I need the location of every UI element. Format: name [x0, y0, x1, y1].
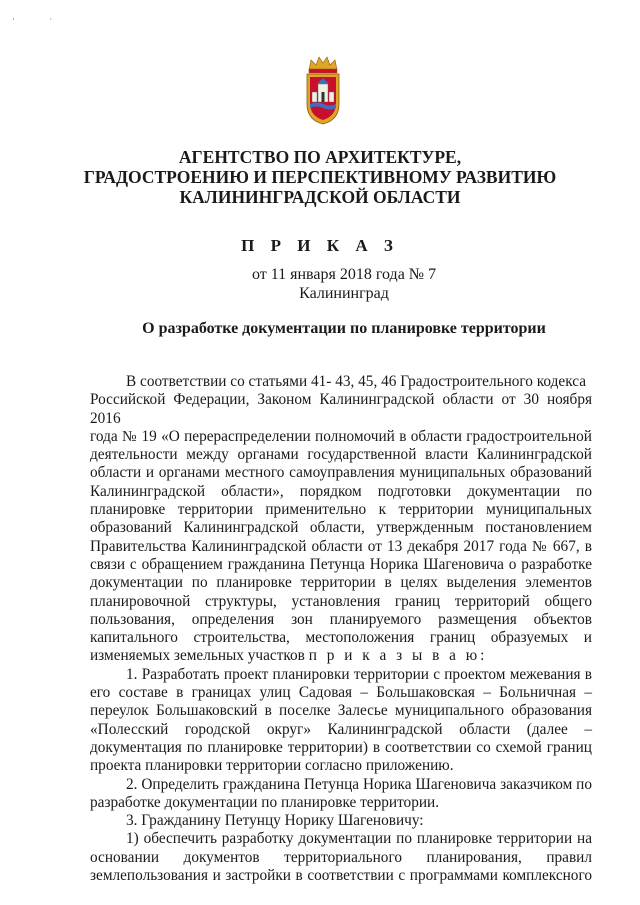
order-subject: О разработке документации по планировке территории: [142, 320, 546, 337]
body-line: Российской Федерации, Законом Калининградской области от 30 ноября 2016: [90, 391, 592, 427]
agency-name-line-3: КАЛИНИНГРАДСКОЙ ОБЛАСТИ: [179, 187, 461, 207]
body-line: образований Калининградской области, утвержденным постановлением: [90, 519, 592, 537]
body-line: В соответствии со статьями 41- 43, 45, 46 Градостроительного кодекса: [126, 373, 587, 390]
order-date-number: от 11 января 2018 года № 7: [251, 266, 437, 283]
coat-of-arms-icon: [303, 54, 343, 126]
body-line: Правительства Калининградской области от 13 декабря 2017 года № 667, в: [90, 537, 592, 555]
body-line: проекта планировки территории согласно приложению.: [90, 757, 454, 775]
body-line: капитального строительства, местоположения границ образуемых и: [90, 629, 592, 647]
agency-name-line-2: ГРАДОСТРОЕНИЮ И ПЕРСПЕКТИВНОМУ РАЗВИТИЮ: [83, 167, 557, 187]
body-line-text: изменяемых земельных участков: [90, 647, 305, 665]
body-line: связи с обращением гражданина Петунца Норика Шагеновича о разработке: [90, 555, 592, 573]
scan-specks: · ·: [12, 14, 69, 24]
body-line: 2. Определить гражданина Петунца Норика Шагеновича заказчиком по: [126, 775, 592, 793]
order-directive: п р и к а з ы в а ю:: [308, 647, 488, 665]
order-meta: [0, 265, 640, 303]
body-line: планировочной структуры, установления границ территорий общего: [90, 592, 592, 610]
body-line: 3. Гражданину Петунцу Норику Шагеновичу:: [126, 812, 424, 830]
body-line: 1) обеспечить разработку документации по планировке территории на: [126, 830, 592, 848]
body-line: года № 19 «О перераспределении полномочий в области градостроительной: [90, 427, 592, 445]
body-line: области и органами местного самоуправления муниципальных образований: [90, 464, 592, 482]
order-body: [90, 373, 592, 885]
order-city: Калининград: [299, 285, 389, 302]
body-line: пользования, определения зон планируемого размещения объектов: [90, 610, 592, 628]
body-line: 1. Разработать проект планировки территории с проектом межевания в: [126, 665, 592, 683]
body-line: [90, 647, 592, 665]
body-line: документации по планировке территории в целях выделения элементов: [90, 574, 592, 592]
body-line: документация по планировке территории) в соответствии со схемой границ: [90, 738, 592, 756]
body-line: землепользования и застройки в соответствии с программами комплексного: [90, 867, 592, 885]
body-line: разработке документации по планировке территории.: [90, 793, 440, 811]
body-line: переулок Большаковский в поселке Залесье муниципального образования: [90, 702, 592, 720]
body-line: Калининградской области», порядком подготовки документации по: [90, 482, 592, 500]
body-line: планировке территории применительно к территории муниципальных: [90, 501, 592, 519]
order-title: П Р И К А З: [241, 236, 399, 255]
body-line: основании документов территориального планирования, правил: [90, 848, 592, 866]
agency-name-line-1: АГЕНТСТВО ПО АРХИТЕКТУРЕ,: [178, 147, 462, 167]
body-line: деятельности между органами государственной власти Калининградской: [90, 446, 592, 464]
agency-name: [0, 147, 640, 207]
body-line: его составе в границах улиц Садовая – Большаковская – Больничная –: [90, 684, 592, 702]
body-line: «Полесский городской округ» Калининградской области (далее –: [90, 720, 592, 738]
